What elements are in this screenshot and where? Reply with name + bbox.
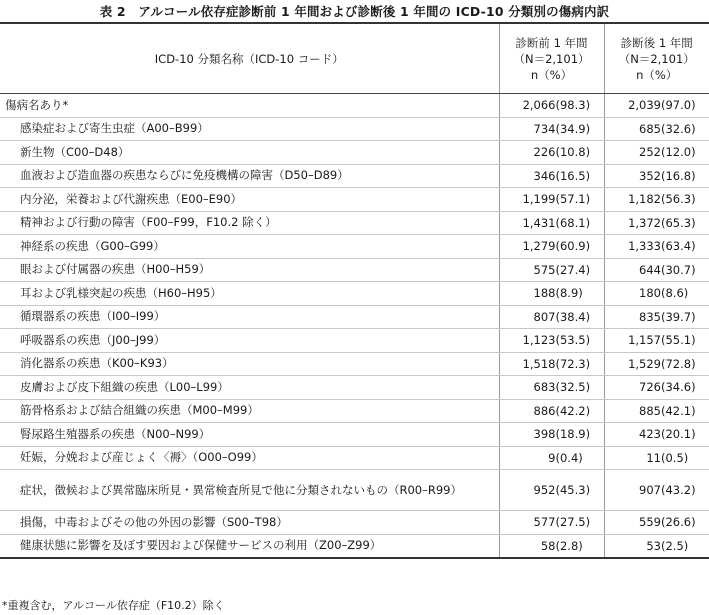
before-count: 734 <box>533 121 556 136</box>
before-count: 398 <box>533 427 556 442</box>
row-category-name: 精神および行動の障害（F00–F99，F10.2 除く） <box>0 211 499 235</box>
before-percent: (34.9) <box>555 121 591 136</box>
row-after-value <box>604 352 709 376</box>
row-before-value <box>499 352 604 376</box>
row-before-value <box>499 117 604 141</box>
row-after-value <box>604 188 709 212</box>
after-percent: (30.7) <box>661 262 696 277</box>
row-before-value <box>499 188 604 212</box>
after-percent: (55.1) <box>661 333 696 348</box>
before-percent: (45.3) <box>555 483 591 497</box>
before-count: 226 <box>533 145 556 160</box>
table-footnote: *重複含む，アルコール依存症（F10.2）除く <box>2 599 225 612</box>
before-header-line1: 診断前 1 年間 <box>515 35 588 50</box>
table-row <box>0 282 709 306</box>
disease-breakdown-table <box>0 22 709 559</box>
row-category-name: 新生物（C00–D48） <box>0 141 499 165</box>
before-percent: (38.4) <box>555 309 591 324</box>
row-before-value <box>499 141 604 165</box>
row-category-name: 眼および付属器の疾患（H00–H59） <box>0 258 499 282</box>
after-count: 1,372 <box>628 215 661 230</box>
row-after-value <box>604 423 709 447</box>
row-after-value <box>604 329 709 353</box>
column-header-icd10-name: ICD-10 分類名称（ICD-10 コード） <box>0 23 499 94</box>
table-row <box>0 141 709 165</box>
before-percent: (18.9) <box>555 427 591 442</box>
before-percent: (10.8) <box>555 145 591 160</box>
row-after-value <box>604 258 709 282</box>
row-after-value <box>604 511 709 535</box>
after-header-line3: n（%） <box>636 67 678 82</box>
after-count: 559 <box>639 515 661 530</box>
after-percent: (2.5) <box>661 538 689 553</box>
row-after-value <box>604 117 709 141</box>
row-category-name: 循環器系の疾患（I00–I99） <box>0 305 499 329</box>
after-count: 1,157 <box>628 333 661 348</box>
table-row <box>0 446 709 470</box>
table-row <box>0 511 709 535</box>
table-row <box>0 329 709 353</box>
before-count: 575 <box>533 262 556 277</box>
after-percent: (42.1) <box>661 403 696 418</box>
row-category-name: 血液および造血器の疾患ならびに免疫機構の障害（D50–D89） <box>0 164 499 188</box>
before-percent: (27.5) <box>555 515 591 530</box>
before-percent: (53.5) <box>555 333 591 348</box>
before-percent: (60.9) <box>555 239 591 254</box>
after-count: 885 <box>639 403 661 418</box>
row-after-value <box>604 94 709 118</box>
before-percent: (8.9) <box>555 286 583 301</box>
table-row <box>0 235 709 259</box>
after-count: 352 <box>639 168 661 183</box>
row-after-value <box>604 399 709 423</box>
after-percent: (65.3) <box>661 215 696 230</box>
before-header-line3: n（%） <box>530 67 573 82</box>
row-after-value <box>604 534 709 558</box>
after-percent: (20.1) <box>661 427 696 442</box>
after-percent: (34.6) <box>661 380 696 395</box>
before-percent: (2.8) <box>555 538 583 553</box>
before-percent: (32.5) <box>555 380 591 395</box>
row-after-value <box>604 282 709 306</box>
after-percent: (43.2) <box>661 483 696 497</box>
table-row <box>0 352 709 376</box>
row-category-name: 腎尿路生殖器系の疾患（N00–N99） <box>0 423 499 447</box>
before-count: 58 <box>540 538 556 553</box>
row-category-name: 妊娠，分娩および産じょく〈褥〉（O00–O99） <box>0 446 499 470</box>
before-count: 807 <box>533 309 556 324</box>
after-percent: (8.6) <box>661 286 689 301</box>
table-header-row <box>0 23 709 94</box>
after-count: 252 <box>639 145 661 160</box>
row-category-name: 内分泌，栄養および代謝疾患（E00–E90） <box>0 188 499 212</box>
row-before-value <box>499 94 604 118</box>
row-category-name: 筋骨格系および結合組織の疾患（M00–M99） <box>0 399 499 423</box>
before-percent: (27.4) <box>555 262 591 277</box>
after-count: 1,333 <box>628 239 661 254</box>
row-after-value <box>604 164 709 188</box>
table-row <box>0 376 709 400</box>
before-count: 683 <box>533 380 556 395</box>
before-percent: (0.4) <box>555 450 583 465</box>
row-before-value <box>499 329 604 353</box>
column-header-after <box>604 23 709 94</box>
row-after-value <box>604 470 709 511</box>
before-percent: (68.1) <box>555 215 591 230</box>
after-percent: (63.4) <box>661 239 696 254</box>
row-before-value <box>499 282 604 306</box>
before-percent: (72.3) <box>555 356 591 371</box>
before-header-line2: （N＝2,101） <box>513 51 590 66</box>
before-count: 1,431 <box>522 215 556 230</box>
table-row <box>0 423 709 447</box>
after-percent: (26.6) <box>661 515 696 530</box>
table-row <box>0 470 709 511</box>
row-category-name: 傷病名あり* <box>0 94 499 118</box>
after-count: 685 <box>639 121 661 136</box>
row-before-value <box>499 446 604 470</box>
after-header-line2: （N＝2,101） <box>618 51 695 66</box>
before-count: 1,123 <box>522 333 556 348</box>
row-after-value <box>604 211 709 235</box>
table-row <box>0 534 709 558</box>
row-category-name: 呼吸器系の疾患（J00–J99） <box>0 329 499 353</box>
row-before-value <box>499 423 604 447</box>
after-percent: (39.7) <box>661 309 696 324</box>
row-category-name: 消化器系の疾患（K00–K93） <box>0 352 499 376</box>
after-percent: (12.0) <box>661 145 696 160</box>
row-before-value <box>499 399 604 423</box>
column-header-before <box>499 23 604 94</box>
after-percent: (16.8) <box>661 168 696 183</box>
row-category-name: 感染症および寄生虫症（A00–B99） <box>0 117 499 141</box>
row-before-value <box>499 235 604 259</box>
row-before-value <box>499 376 604 400</box>
table-row <box>0 399 709 423</box>
row-before-value <box>499 511 604 535</box>
after-count: 2,039 <box>628 98 661 113</box>
before-count: 1,518 <box>522 356 556 371</box>
before-count: 346 <box>533 168 556 183</box>
row-before-value <box>499 164 604 188</box>
table-row <box>0 305 709 329</box>
after-count: 1,529 <box>628 356 661 371</box>
after-percent: (97.0) <box>661 98 696 113</box>
row-after-value <box>604 305 709 329</box>
row-category-name: 健康状態に影響を及ぼす要因および保健サービスの利用（Z00–Z99） <box>0 534 499 558</box>
after-count: 835 <box>639 309 661 324</box>
before-count: 188 <box>533 286 556 301</box>
row-category-name: 損傷，中毒およびその他の外因の影響（S00–T98） <box>0 511 499 535</box>
table-row <box>0 117 709 141</box>
row-category-name: 皮膚および皮下組織の疾患（L00–L99） <box>0 376 499 400</box>
row-before-value <box>499 470 604 511</box>
before-count: 9 <box>548 450 556 465</box>
row-category-name: 耳および乳様突起の疾患（H60–H95） <box>0 282 499 306</box>
table-body <box>0 94 709 559</box>
row-after-value <box>604 376 709 400</box>
after-count: 907 <box>639 483 661 497</box>
row-before-value <box>499 258 604 282</box>
table-row <box>0 188 709 212</box>
row-after-value <box>604 235 709 259</box>
table-row <box>0 211 709 235</box>
row-category-name: 神経系の疾患（G00–G99） <box>0 235 499 259</box>
before-percent: (42.2) <box>555 403 591 418</box>
before-percent: (57.1) <box>555 192 591 207</box>
after-count: 11 <box>646 450 661 465</box>
row-category-name: 症状，徴候および異常臨床所見・異常検査所見で他に分類されないもの（R00–R99） <box>0 470 499 511</box>
before-count: 952 <box>533 483 556 497</box>
row-before-value <box>499 211 604 235</box>
after-header-line1: 診断後 1 年間 <box>620 35 693 50</box>
before-count: 1,279 <box>522 239 556 254</box>
row-before-value <box>499 534 604 558</box>
before-count: 1,199 <box>522 192 556 207</box>
after-percent: (72.8) <box>661 356 696 371</box>
before-count: 577 <box>533 515 556 530</box>
table-row <box>0 164 709 188</box>
row-after-value <box>604 446 709 470</box>
row-after-value <box>604 141 709 165</box>
after-count: 1,182 <box>628 192 661 207</box>
after-count: 644 <box>639 262 661 277</box>
before-count: 2,066 <box>522 98 556 113</box>
after-count: 53 <box>646 538 661 553</box>
before-percent: (16.5) <box>555 168 591 183</box>
row-before-value <box>499 305 604 329</box>
before-percent: (98.3) <box>555 98 591 113</box>
after-percent: (0.5) <box>661 450 689 465</box>
after-percent: (32.6) <box>661 121 696 136</box>
after-percent: (56.3) <box>661 192 696 207</box>
table-title: 表 2 アルコール依存症診断前 1 年間および診断後 1 年間の ICD-10 分類別の傷病内訳 <box>99 4 610 19</box>
after-count: 423 <box>639 427 661 442</box>
after-count: 180 <box>639 286 661 301</box>
after-count: 726 <box>639 380 661 395</box>
before-count: 886 <box>533 403 556 418</box>
table-row <box>0 94 709 118</box>
table-row <box>0 258 709 282</box>
